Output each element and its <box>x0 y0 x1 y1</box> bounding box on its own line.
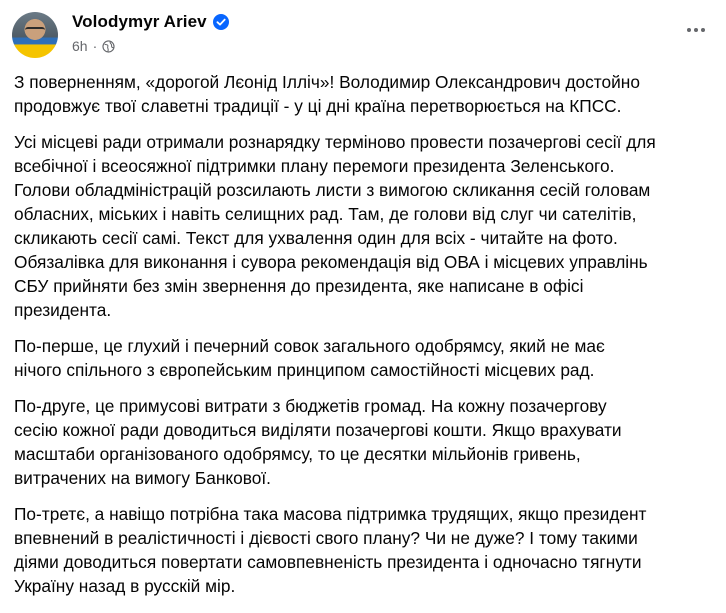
post-header <box>12 10 714 60</box>
meta-separator: · <box>92 38 98 54</box>
post-body <box>14 70 714 610</box>
post-paragraph: По-третє, а навіщо потрібна така масова підтримка трудящих, якщо президент впевнений в реалістичності і дієвості свого плану? Чи не дуже? І тому такими діями доводиться повертати самовпевненість президента і одночасно тягнути Україну назад в русскій мір. <box>14 504 647 596</box>
author-avatar[interactable] <box>12 12 58 58</box>
post-paragraph: По-перше, це глухий і печерний совок загального одобрямсу, який не має нічого спільного з європейським принципом самостійності місцевих рад. <box>14 336 605 380</box>
verified-badge-icon <box>213 14 229 30</box>
author-name[interactable]: Volodymyr Ariev <box>72 12 207 31</box>
post-meta <box>72 37 115 55</box>
post-paragraph: Усі місцеві ради отримали рознарядку терміново провести позачергові сесії для всебічної і всеосяжної підтримки плану перемоги президента Зеленського. Голови обладміністрацій розсилають листи з вимогою скликання сесій головам обласних, міських і навіть селищних рад. Там, де голови від слуг чи сателітів, скликають сесії самі. Текст для ухвалення один для всіх - читайте на фото. Обязалівка для виконання і сувора рекомендація від ОВА і місцевих управлінь СБУ прийняти без змін звернення до президента, яке написане в офісі президента. <box>14 132 656 320</box>
more-dot-icon <box>701 28 705 32</box>
avatar-glasses <box>25 27 45 34</box>
more-options-button[interactable] <box>680 14 712 46</box>
author-name-row <box>72 11 229 33</box>
more-dot-icon <box>694 28 698 32</box>
globe-icon[interactable] <box>102 40 115 53</box>
more-dot-icon <box>687 28 691 32</box>
post-timestamp[interactable]: 6h <box>72 38 88 54</box>
post-paragraph: По-друге, це примусові витрати з бюджетів громад. На кожну позачергову сесію кожної ради доводиться виділяти позачергові кошти. Якщо врахувати масштаби організованого одобрямсу, то це десятки мільйонів гривень, витрачених на вимогу Банкової. <box>14 396 622 488</box>
post-paragraph: З поверненням, «дорогой Лєонід Ілліч»! Володимир Олександрович достойно продовжує твої славетні традиції - у ці дні країна перетворюється на КПСС. <box>14 72 640 116</box>
